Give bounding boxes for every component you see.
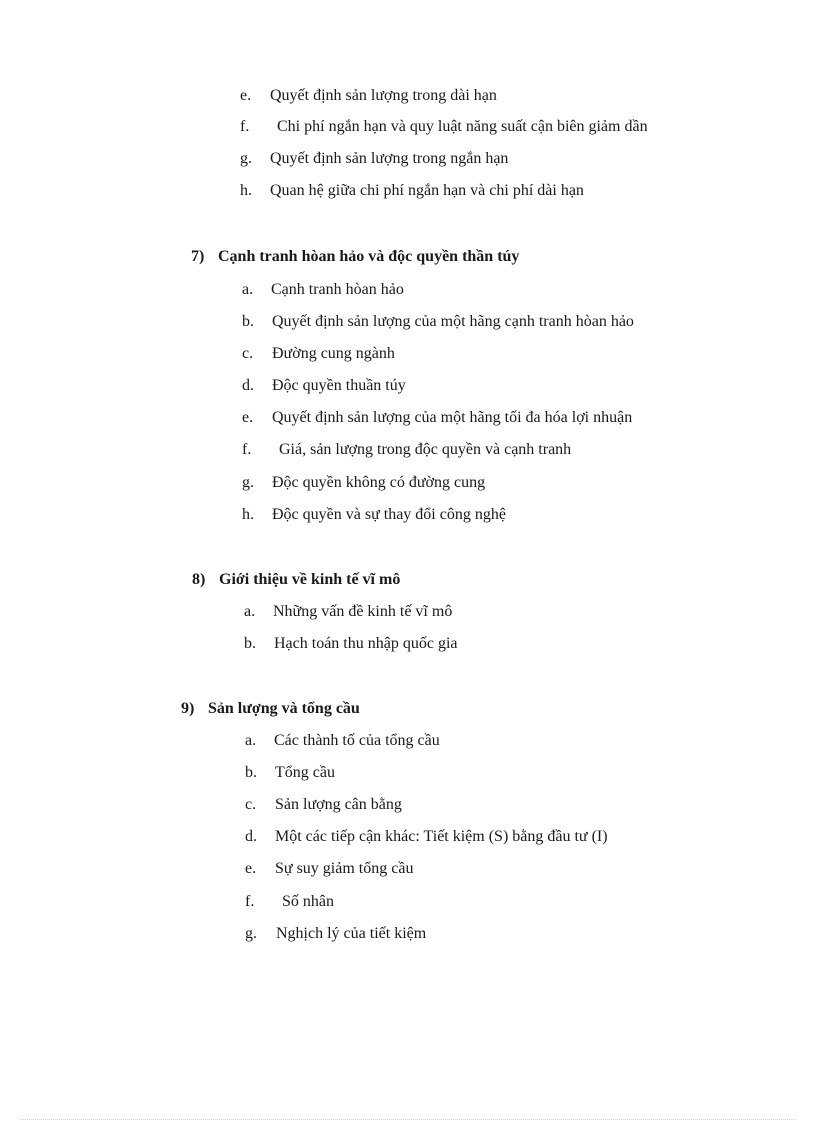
- item-text: Những vấn đề kinh tế vĩ mô: [273, 603, 453, 620]
- section-number: 7): [191, 248, 205, 265]
- item-text: Sản lượng cân bằng: [275, 796, 402, 813]
- item-marker: c.: [245, 796, 257, 813]
- item-text: Sự suy giảm tổng cầu: [275, 860, 414, 877]
- item-marker: h.: [240, 182, 252, 199]
- item-marker: a.: [244, 603, 256, 620]
- item-marker: g.: [245, 925, 257, 942]
- item-marker: f.: [240, 118, 250, 135]
- item-text: Các thành tố của tổng cầu: [274, 732, 440, 749]
- item-text: Nghịch lý của tiết kiệm: [276, 925, 427, 942]
- item-text: Độc quyền không có đường cung: [272, 474, 486, 491]
- item-marker: d.: [245, 828, 257, 845]
- item-text: Quyết định sản lượng của một hãng tối đa hóa lợi nhuận: [272, 409, 633, 426]
- item-marker: e.: [240, 87, 252, 104]
- item-marker: a.: [242, 281, 254, 298]
- item-text: Một các tiếp cận khác: Tiết kiệm (S) bằng đầu tư (I): [275, 828, 608, 845]
- item-text: Quyết định sản lượng trong ngắn hạn: [270, 150, 509, 167]
- item-text: Giá, sản lượng trong độc quyền và cạnh tranh: [279, 441, 572, 458]
- item-marker: c.: [242, 345, 254, 362]
- item-marker: g.: [242, 474, 254, 491]
- item-text: Quyết định sản lượng trong dài hạn: [270, 87, 497, 104]
- item-marker: b.: [244, 635, 256, 652]
- item-marker: e.: [242, 409, 254, 426]
- item-marker: a.: [245, 732, 257, 749]
- item-marker: e.: [245, 860, 257, 877]
- item-text: Độc quyền và sự thay đổi công nghệ: [272, 506, 506, 523]
- item-text: Tổng cầu: [275, 764, 335, 781]
- item-marker: b.: [245, 764, 257, 781]
- item-text: Số nhân: [282, 893, 334, 910]
- item-marker: f.: [245, 893, 255, 910]
- item-text: Cạnh tranh hòan hảo: [271, 281, 404, 298]
- item-text: Quyết định sản lượng của một hãng cạnh tranh hòan hảo: [272, 313, 634, 330]
- item-marker: h.: [242, 506, 254, 523]
- item-text: Đường cung ngành: [272, 345, 395, 362]
- item-text: Hạch toán thu nhập quốc gia: [274, 635, 458, 652]
- item-text: Quan hệ giữa chi phí ngắn hạn và chi phí dài hạn: [270, 182, 584, 199]
- item-marker: d.: [242, 377, 254, 394]
- section-number: 8): [192, 571, 206, 588]
- item-marker: b.: [242, 313, 254, 330]
- item-text: Độc quyền thuần túy: [272, 377, 406, 394]
- section-title: Sản lượng và tổng cầu: [208, 700, 360, 717]
- section-title: Cạnh tranh hòan hảo và độc quyền thần túy: [218, 248, 520, 265]
- section-title: Giới thiệu về kinh tế vĩ mô: [219, 571, 401, 588]
- page-bottom-divider: [20, 1119, 796, 1120]
- section-number: 9): [181, 700, 195, 717]
- item-text: Chi phí ngắn hạn và quy luật năng suất cận biên giảm dần: [277, 118, 648, 135]
- item-marker: g.: [240, 150, 252, 167]
- item-marker: f.: [242, 441, 252, 458]
